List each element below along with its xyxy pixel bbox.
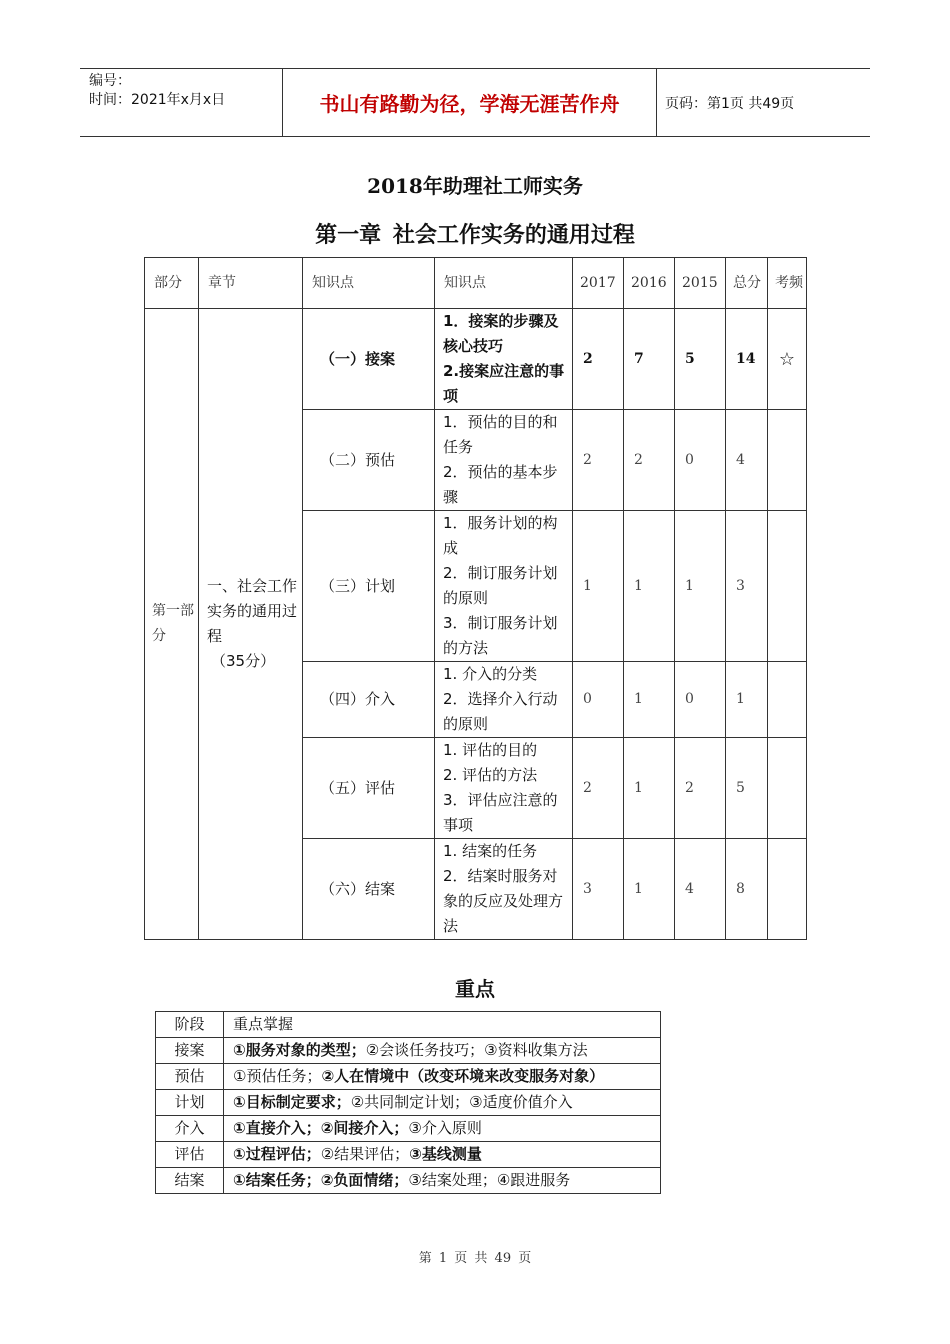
chapter-name: 一、社会工作实务的通用过程 [207, 577, 298, 645]
knowledge-point-cell: （一）接案 [303, 309, 435, 410]
knowledge-detail-cell [435, 839, 573, 940]
key-point-text: ②共同制定计划；③适度价值介入 [350, 1093, 573, 1111]
knowledge-detail-item: 2．制订服务计划的原则 [443, 564, 558, 607]
header-cell: 2015 [675, 258, 726, 309]
key-header-row [156, 1012, 661, 1038]
document-header [80, 68, 870, 137]
score-cell-y2017: 3 [573, 839, 624, 940]
knowledge-detail-item: 3．评估应注意的事项 [443, 791, 558, 834]
score-cell-y2015: 5 [675, 309, 726, 410]
score-cell-y2017: 1 [573, 511, 624, 662]
knowledge-detail-cell [435, 662, 573, 738]
key-points-table [155, 1011, 661, 1194]
knowledge-detail-item: 2．选择介入行动的原则 [443, 690, 558, 733]
knowledge-detail-item: 1．预估的目的和任务 [443, 413, 558, 456]
score-cell-y2017: 0 [573, 662, 624, 738]
score-cell-y2015: 0 [675, 662, 726, 738]
chapter-score: （35分） [211, 652, 276, 670]
key-content-cell [224, 1090, 661, 1116]
time-label: 时间：2021年x月x日 [89, 92, 226, 108]
knowledge-point-cell: （五）评估 [303, 738, 435, 839]
document-title: 2018年助理社工师实务 [367, 174, 583, 198]
score-cell-y2016: 1 [624, 662, 675, 738]
knowledge-point-cell: （四）介入 [303, 662, 435, 738]
key-content-cell [224, 1116, 661, 1142]
key-point-text: ③介入原则 [408, 1119, 482, 1137]
key-content-cell [224, 1168, 661, 1194]
frequency-star-icon [768, 511, 807, 662]
key-point-text: ①过程评估； [233, 1145, 321, 1163]
knowledge-detail-item: 1. 介入的分类 [443, 665, 538, 683]
knowledge-point-cell: （六）结案 [303, 839, 435, 940]
frequency-star-icon [768, 738, 807, 839]
header-cell: 部分 [145, 258, 199, 309]
key-row [156, 1064, 661, 1090]
knowledge-detail-cell [435, 738, 573, 839]
key-content-cell [224, 1064, 661, 1090]
score-cell-total: 3 [726, 511, 768, 662]
frequency-star-icon [768, 410, 807, 511]
key-header-cell: 阶段 [156, 1012, 224, 1038]
knowledge-detail-item: 1. 结案的任务 [443, 842, 538, 860]
header-cell: 2016 [624, 258, 675, 309]
key-point-text: ②会谈任务技巧；③资料收集方法 [365, 1041, 588, 1059]
frequency-star-icon [768, 839, 807, 940]
frequency-star-icon [768, 662, 807, 738]
key-header-cell: 重点掌握 [224, 1012, 661, 1038]
knowledge-detail-item: 3．制订服务计划的方法 [443, 614, 558, 657]
score-cell-y2017: 2 [573, 410, 624, 511]
score-cell-total: 1 [726, 662, 768, 738]
header-page-info: 页码：第1页 共49页 [665, 95, 795, 112]
chapter-cell [199, 309, 303, 940]
score-cell-total: 5 [726, 738, 768, 839]
score-cell-y2015: 1 [675, 511, 726, 662]
knowledge-detail-item: 2. 评估的方法 [443, 766, 538, 784]
score-cell-y2017: 2 [573, 738, 624, 839]
key-point-text: ①预估任务； [233, 1067, 322, 1085]
knowledge-detail-item: 2.接案应注意的事项 [443, 362, 565, 405]
header-cell: 2017 [573, 258, 624, 309]
knowledge-detail-item: 1．接案的步骤及核心技巧 [443, 312, 559, 355]
key-point-text: ①服务对象的类型； [233, 1041, 366, 1059]
key-point-text: ③基线测量 [409, 1145, 482, 1163]
score-cell-y2015: 0 [675, 410, 726, 511]
stage-cell: 预估 [156, 1064, 224, 1090]
key-content-cell [224, 1142, 661, 1168]
key-row [156, 1090, 661, 1116]
knowledge-point-cell: （三）计划 [303, 511, 435, 662]
key-point-text: ①直接介入；②间接介入； [233, 1119, 409, 1137]
stage-cell: 计划 [156, 1090, 224, 1116]
frequency-star-icon: ☆ [768, 309, 807, 410]
table-row [145, 309, 807, 410]
knowledge-detail-cell [435, 410, 573, 511]
stage-cell: 介入 [156, 1116, 224, 1142]
knowledge-detail-item: 1．服务计划的构成 [443, 514, 558, 557]
knowledge-detail-cell [435, 511, 573, 662]
score-cell-y2016: 1 [624, 839, 675, 940]
section-cell: 第一部分 [145, 309, 199, 940]
knowledge-detail-item: 1. 评估的目的 [443, 741, 538, 759]
knowledge-detail-cell [435, 309, 573, 410]
score-cell-total: 8 [726, 839, 768, 940]
score-cell-y2016: 1 [624, 738, 675, 839]
score-cell-y2016: 1 [624, 511, 675, 662]
score-cell-total: 4 [726, 410, 768, 511]
stage-cell: 结案 [156, 1168, 224, 1194]
key-content-cell [224, 1038, 661, 1064]
header-cell: 知识点 [303, 258, 435, 309]
key-point-text: ①结案任务；②负面情绪； [233, 1171, 409, 1189]
stage-cell: 接案 [156, 1038, 224, 1064]
header-cell: 总分 [726, 258, 768, 309]
key-points-title: 重点 [455, 977, 495, 1001]
knowledge-point-cell: （二）预估 [303, 410, 435, 511]
score-cell-y2016: 2 [624, 410, 675, 511]
key-point-text: ①目标制定要求； [233, 1093, 351, 1111]
knowledge-detail-item: 2．结案时服务对象的反应及处理方法 [443, 867, 564, 935]
score-cell-total: 14 [726, 309, 768, 410]
score-cell-y2015: 2 [675, 738, 726, 839]
key-row [156, 1116, 661, 1142]
key-point-text: ③结案处理；④跟进服务 [408, 1171, 571, 1189]
chapter-title: 第一章 社会工作实务的通用过程 [315, 222, 635, 248]
table-header-row [145, 258, 807, 309]
score-cell-y2016: 7 [624, 309, 675, 410]
number-label: 编号： [89, 73, 131, 89]
key-row [156, 1038, 661, 1064]
header-motto: 书山有路勤为径，学海无涯苦作舟 [282, 69, 657, 136]
header-cell: 知识点 [435, 258, 573, 309]
score-cell-y2015: 4 [675, 839, 726, 940]
key-point-text: ②人在情境中（改变环境来改变服务对象） [321, 1067, 605, 1085]
key-row [156, 1142, 661, 1168]
score-cell-y2017: 2 [573, 309, 624, 410]
key-point-text: ②结果评估； [320, 1145, 410, 1163]
page-footer: 第 1 页 共 49 页 [418, 1251, 532, 1266]
stage-cell: 评估 [156, 1142, 224, 1168]
knowledge-table [144, 257, 807, 940]
key-row [156, 1168, 661, 1194]
knowledge-detail-item: 2．预估的基本步骤 [443, 463, 558, 506]
header-meta [80, 69, 282, 136]
header-cell: 章节 [199, 258, 303, 309]
header-cell: 考频 [768, 258, 807, 309]
